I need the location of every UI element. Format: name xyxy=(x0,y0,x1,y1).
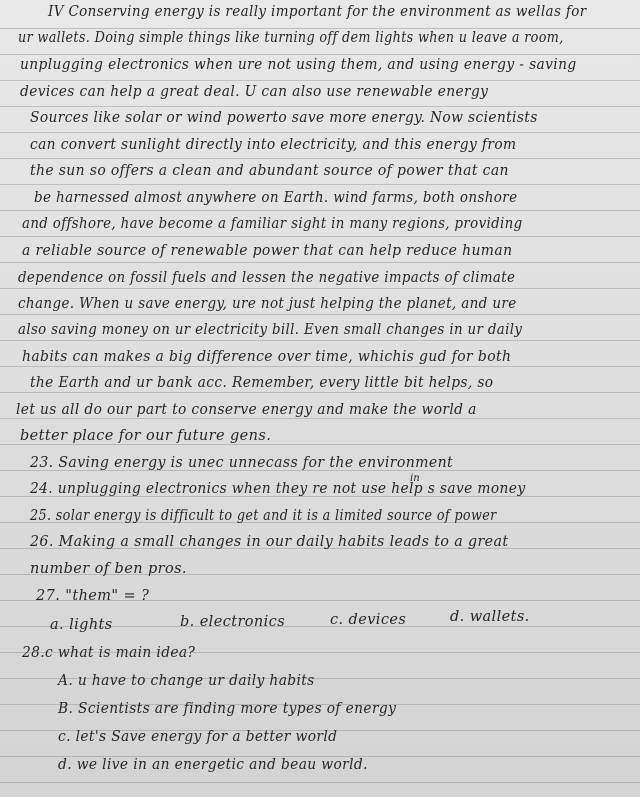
passage-line: the sun so offers a clean and abundant source of power that can xyxy=(30,163,509,179)
passage-line: also saving money on ur electricity bill. Even small changes in ur daily xyxy=(18,322,523,338)
passage-line: a reliable source of renewable power that can help reduce human xyxy=(22,243,513,259)
q27-option-a: a. lights xyxy=(50,617,113,633)
passage-line: dependence on fossil fuels and lessen the negative impacts of climate xyxy=(18,270,516,286)
q28-option-b: B. Scientists are finding more types of energy xyxy=(58,701,397,717)
passage-line: habits can makes a big difference over time, whichis gud for both xyxy=(22,349,512,365)
q28-option-d: d. we live in an energetic and beau world. xyxy=(58,757,368,773)
ruled-line xyxy=(0,288,640,289)
question-27: 27. "them" = ? xyxy=(36,588,150,604)
ruled-line xyxy=(0,158,640,159)
ruled-line xyxy=(0,782,640,783)
q27-option-b: b. electronics xyxy=(180,614,286,630)
q28-option-a: A. u have to change ur daily habits xyxy=(58,673,315,689)
question-23: 23. Saving energy is unec unnecass for the environment xyxy=(30,455,454,471)
ruled-line xyxy=(0,314,640,315)
passage-line: let us all do our part to conserve energy and make the world a xyxy=(16,402,477,418)
passage-line: devices can help a great deal. U can also use renewable energy xyxy=(20,84,489,100)
ruled-line xyxy=(0,184,640,185)
passage-line: unplugging electronics when ure not using them, and using energy - saving xyxy=(20,57,577,73)
question-26: 26. Making a small changes in our daily habits leads to a great xyxy=(30,534,509,550)
ruled-line xyxy=(0,392,640,393)
ruled-line xyxy=(0,28,640,29)
q27-option-d: d. wallets. xyxy=(450,609,530,625)
ruled-line xyxy=(0,54,640,55)
passage-line: IV Conserving energy is really important for the environment as wellas for xyxy=(48,4,587,20)
passage-line: ur wallets. Doing simple things like turning off dem lights when u leave a room, xyxy=(18,30,564,46)
ruled-line xyxy=(0,236,640,237)
question-24-insert: in xyxy=(410,473,420,484)
ruled-line xyxy=(0,106,640,107)
question-28: 28.c what is main idea? xyxy=(22,645,196,661)
passage-line: the Earth and ur bank acc. Remember, every little bit helps, so xyxy=(30,375,494,391)
ruled-line xyxy=(0,418,640,419)
q27-option-c: c. devices xyxy=(330,612,407,628)
passage-line: Sources like solar or wind powerto save more energy. Now scientists xyxy=(30,110,538,126)
passage-line: be harnessed almost anywhere on Earth. wind farms, both onshore xyxy=(34,190,518,206)
ruled-line xyxy=(0,210,640,211)
ruled-line xyxy=(0,340,640,341)
passage-line: can convert sunlight directly into electricity, and this energy from xyxy=(30,137,517,153)
passage-line: and offshore, have become a familiar sight in many regions, providing xyxy=(22,216,523,232)
ruled-line xyxy=(0,444,640,445)
passage-line: better place for our future gens. xyxy=(20,428,272,444)
ruled-line xyxy=(0,80,640,81)
q28-option-c: c. let's Save energy for a better world xyxy=(58,729,338,745)
passage-line: change. When u save energy, ure not just helping the planet, and ure xyxy=(18,296,517,312)
question-25: 25. solar energy is difficult to get and it is a limited source of power xyxy=(30,508,497,524)
question-24: 24. unplugging electronics when they re not use help s save money xyxy=(30,481,526,497)
question-26-continued: number of ben pros. xyxy=(30,561,187,577)
ruled-line xyxy=(0,366,640,367)
ruled-line xyxy=(0,262,640,263)
ruled-line xyxy=(0,132,640,133)
